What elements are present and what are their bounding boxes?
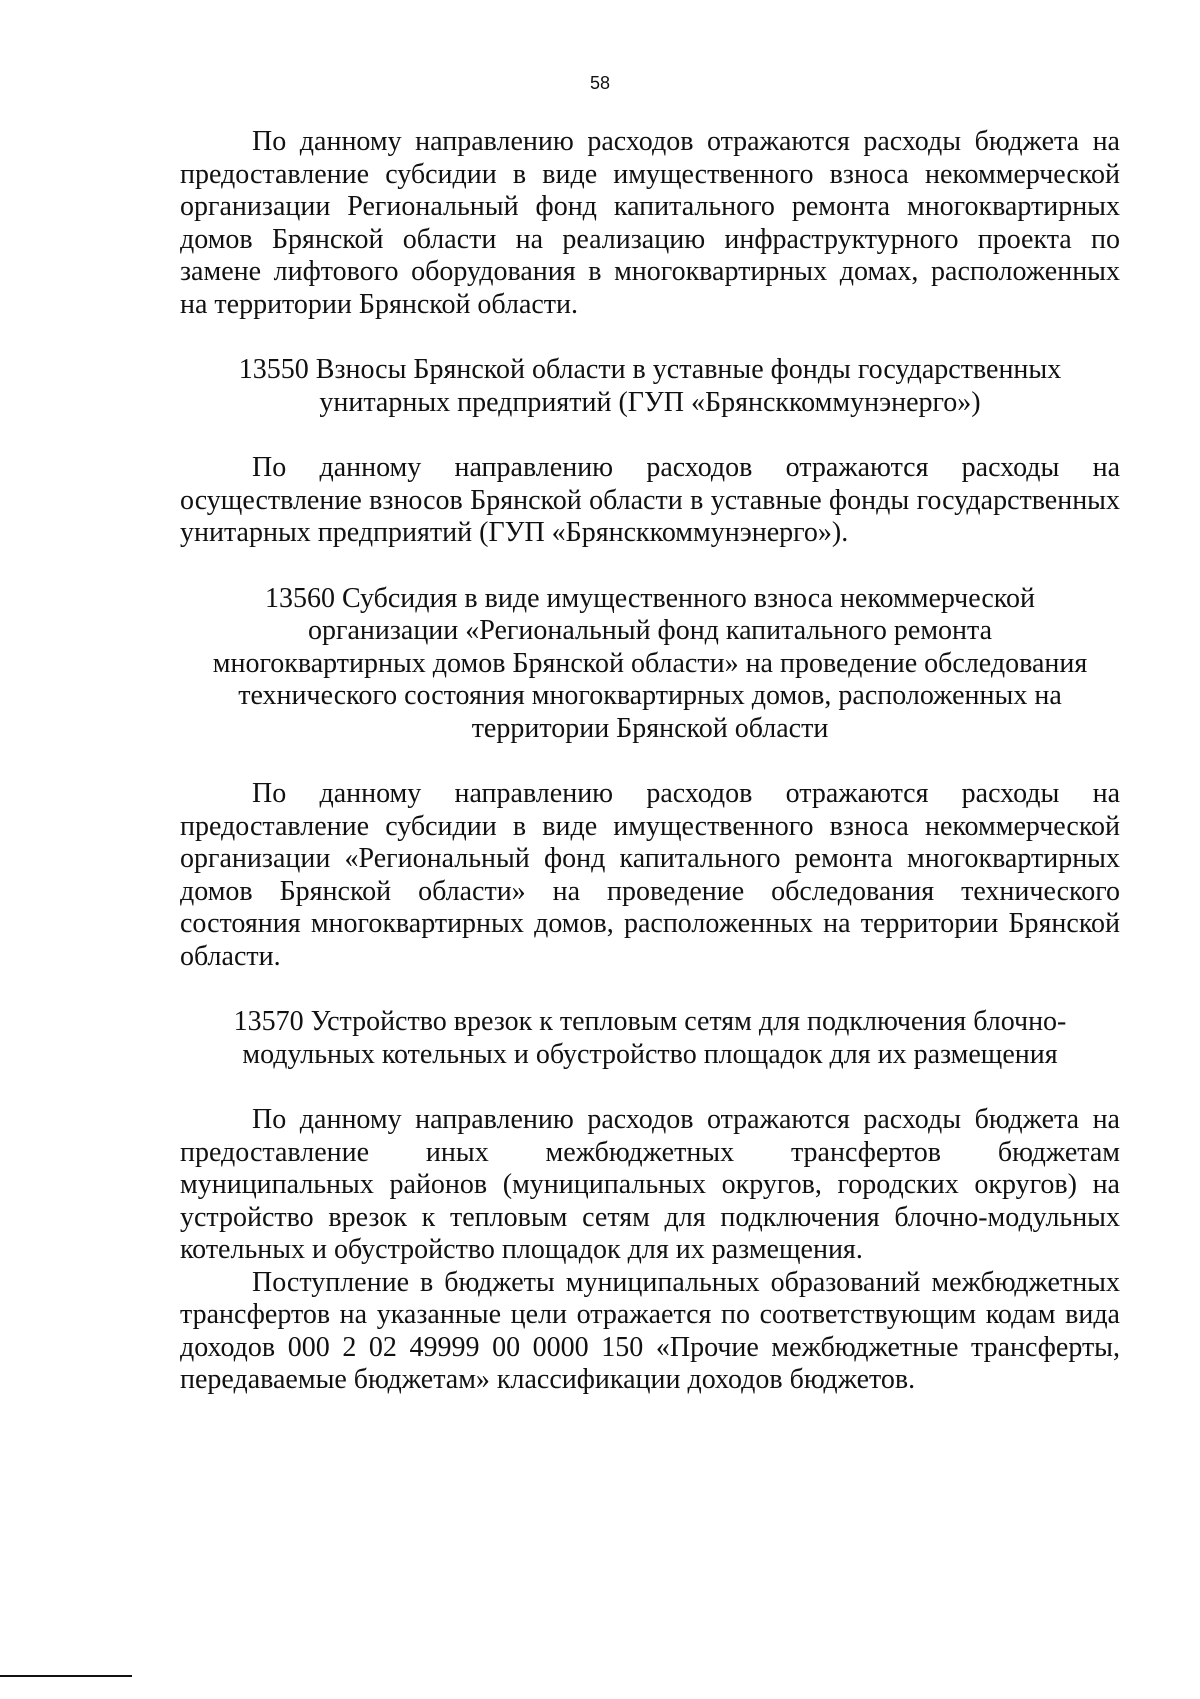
page-number: 58 xyxy=(589,73,611,93)
document-body xyxy=(180,126,1120,1397)
heading-13560: 13560 Субсидия в виде имущественного взноса некоммерческой организации «Региональный фонд капитального ремонта многоквартирных домов Брянской области» на проведение обследования технического состояния многоквартирных домов, расположенных на территории Брянской области xyxy=(212,582,1088,744)
paragraph-13560: По данному направлению расходов отражаются расходы на предоставление субсидии в виде имущественного взноса некоммерческой организации «Региональный фонд капитального ремонта многоквартирных домов Брянской области» на проведение обследования технического состояния многоквартирных домов, расположенных на территории Брянской области. xyxy=(180,778,1120,972)
paragraph-revenue-codes: Поступление в бюджеты муниципальных образований межбюджетных трансфертов на указанные цели отражается по соответствующим кодам вида доходов 000 2 02 49999 00 0000 150 «Прочие межбюджетные трансферты, передаваемые бюджетам» классификации доходов бюджетов. xyxy=(180,1266,1120,1395)
heading-13550: 13550 Взносы Брянской области в уставные фонды государственных унитарных предприятий (ГУП «Брянсккоммунэнерго») xyxy=(238,354,1062,418)
footer-rule xyxy=(0,1675,132,1677)
paragraph-13570: По данному направлению расходов отражаются расходы бюджета на предоставление иных межбюджетных трансфертов бюджетам муниципальных районов (муниципальных округов, городских округов) на устройство врезок к тепловым сетям для подключения блочно-модульных котельных и обустройство площадок для их размещения. xyxy=(180,1104,1120,1265)
heading-13570: 13570 Устройство врезок к тепловым сетям для подключения блочно-модульных котельных и обустройство площадок для их размещения xyxy=(233,1006,1067,1070)
paragraph-13550: По данному направлению расходов отражаются расходы на осуществление взносов Брянской области в уставные фонды государственных унитарных предприятий (ГУП «Брянсккоммунэнерго»). xyxy=(180,452,1120,548)
paragraph-lift-equipment: По данному направлению расходов отражаются расходы бюджета на предоставление субсидии в виде имущественного взноса некоммерческой организации Региональный фонд капитального ремонта многоквартирных домов Брянской области на реализацию инфраструктурного проекта по замене лифтового оборудования в многоквартирных домах, расположенных на территории Брянской области. xyxy=(180,126,1120,320)
